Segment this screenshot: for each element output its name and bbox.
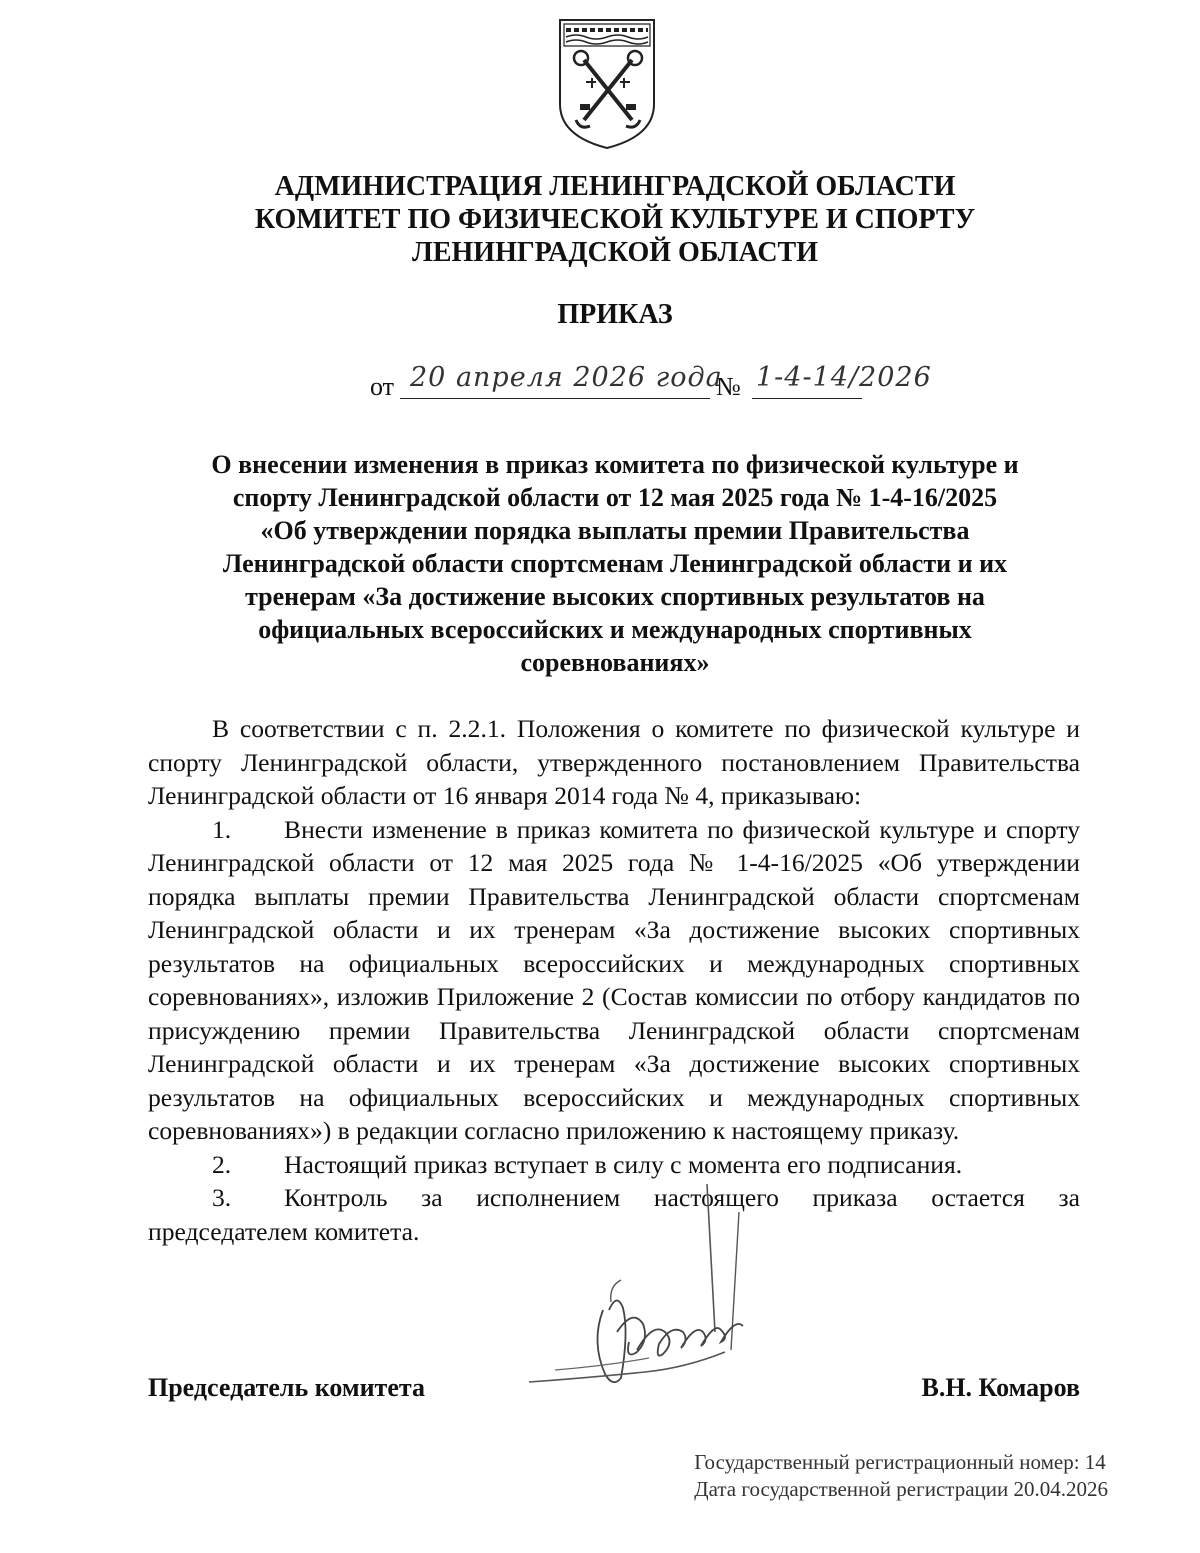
header-line-committee: КОМИТЕТ ПО ФИЗИЧЕСКОЙ КУЛЬТУРЕ И СПОРТУ bbox=[254, 204, 976, 235]
item-text: Внести изменение в приказ комитета по физической культуре и спорту Ленинградской области от 12 мая 2025 года № 1-4-16/2025 «Об утверждении порядка выплаты премии Правительства Ленинградской области спортсменам Ленинградской области и их тренерам «За достижение высоких спортивных результатов на официальных всероссийских и международных спортивных соревнованиях», изложив Приложение 2 (Состав комиссии по отбору кандидатов по присуждению премии Правительства Ленинградской области спортсменам Ленинградской области и их тренерам «За достижение высоких спортивных результатов на официальных всероссийских и международных спортивных соревнованиях») в редакции согласно приложению к настоящему приказу. bbox=[148, 814, 1080, 1145]
subject-line: официальных всероссийских и международных спортивных bbox=[258, 615, 972, 644]
signer-position: Председатель комитета bbox=[148, 1373, 425, 1402]
coat-of-arms-icon bbox=[556, 16, 658, 152]
order-item-1 bbox=[148, 813, 1080, 1148]
date-underline bbox=[400, 398, 710, 399]
handwritten-date: 20 апреля 2026 года bbox=[410, 362, 723, 393]
header-line-administration: АДМИНИСТРАЦИЯ ЛЕНИНГРАДСКОЙ ОБЛАСТИ bbox=[274, 171, 956, 202]
subject-line: спорту Ленинградской области от 12 мая 2025 года № 1-4-16/2025 bbox=[232, 483, 998, 512]
handwritten-signature-icon bbox=[525, 1182, 765, 1414]
header-line-region: ЛЕНИНГРАДСКОЙ ОБЛАСТИ bbox=[411, 237, 819, 268]
handwritten-number: 1-4-14/2026 bbox=[756, 362, 932, 393]
item-text: Настоящий приказ вступает в силу с момента его подписания. bbox=[284, 1149, 963, 1179]
order-title: ПРИКАЗ bbox=[557, 299, 673, 330]
item-number: 2. bbox=[212, 1149, 232, 1179]
number-underline bbox=[752, 398, 862, 399]
registration-number: Государственный регистрационный номер: 14 bbox=[694, 1450, 1106, 1474]
subject-line: соревнованиях» bbox=[520, 648, 710, 677]
signer-name: В.Н. Комаров bbox=[921, 1373, 1080, 1402]
date-prefix: от bbox=[370, 372, 395, 401]
item-number: 1. bbox=[212, 814, 232, 844]
preamble-paragraph: В соответствии с п. 2.2.1. Положения о комитете по физической культуре и спорту Ленинградской области, утвержденного постановлением Правительства Ленинградской области от 16 января 2014 года № 4, приказываю: bbox=[148, 714, 1080, 810]
subject-line: О внесении изменения в приказ комитета по физической культуре и bbox=[211, 450, 1019, 479]
subject-line: «Об утверждении порядка выплаты премии Правительства bbox=[260, 516, 970, 545]
order-subject bbox=[160, 448, 1070, 679]
registration-date: Дата государственной регистрации 20.04.2026 bbox=[694, 1477, 1108, 1501]
subject-line: Ленинградской области спортсменам Ленинградской области и их bbox=[222, 549, 1008, 578]
order-date-number-line bbox=[370, 362, 990, 406]
document-header bbox=[150, 170, 1080, 269]
order-body bbox=[148, 712, 1080, 1248]
item-number: 3. bbox=[212, 1183, 232, 1212]
registration-info bbox=[694, 1449, 1108, 1503]
number-prefix: № bbox=[716, 372, 741, 401]
order-item-2 bbox=[148, 1148, 1080, 1182]
item-text: Контроль за исполнением настоящего приказа остается за председателем комитета. bbox=[148, 1183, 1080, 1246]
subject-line: тренерам «За достижение высоких спортивных результатов на bbox=[245, 582, 985, 611]
